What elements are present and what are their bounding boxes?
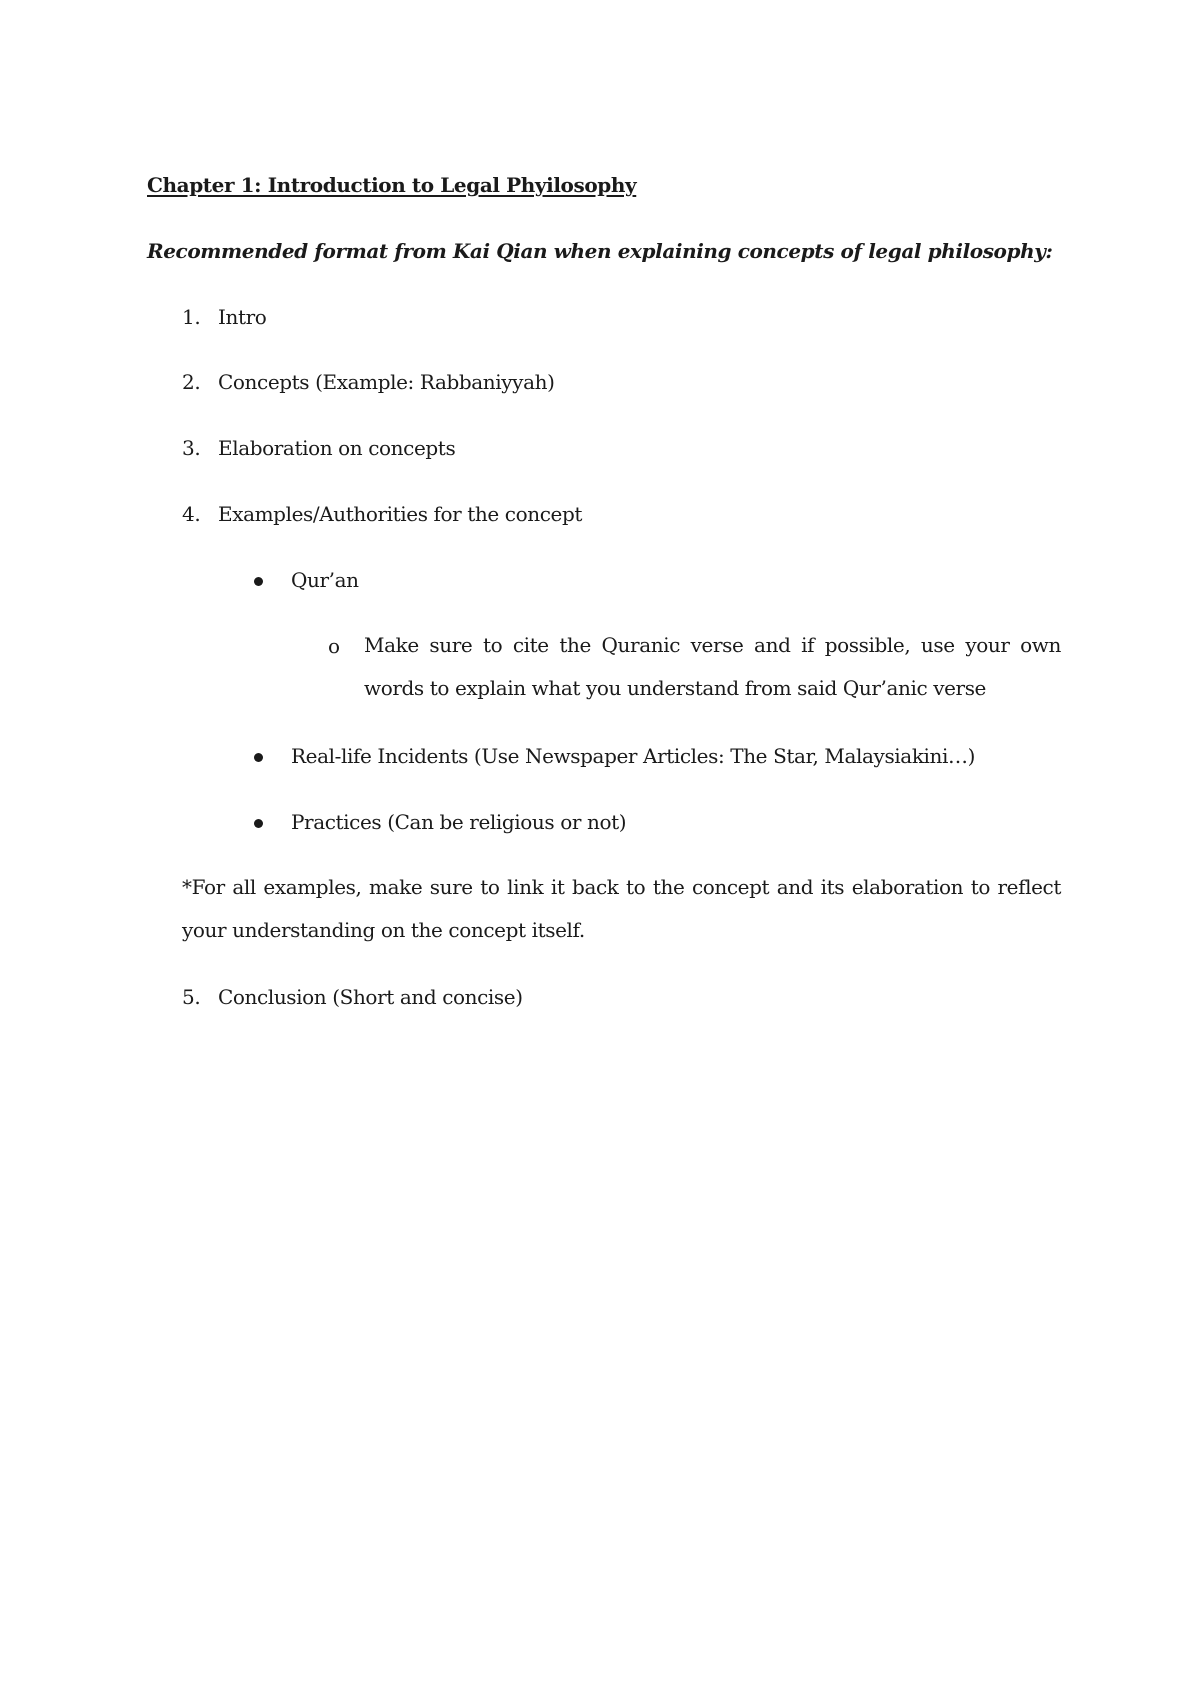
note-line: your understanding on the concept itself. [182,918,585,942]
bullet-icon [254,577,263,586]
note-line: *For all examples, make sure to link it back to the concept and its elaboration to reflect [182,875,1061,899]
step-text: Concepts (Example: Rabbaniyyah) [218,370,555,394]
bullet-icon [254,819,263,828]
bullet-text: Qur’an [291,568,359,592]
sub-bullet-icon: o [328,634,341,658]
bullet-icon [254,753,263,762]
step-number: 3. [182,436,201,460]
step-text: Conclusion (Short and concise) [218,985,523,1009]
step-number: 4. [182,502,201,526]
sub-bullet-line: words to explain what you understand from said Qur’anic verse [364,676,986,700]
step-text: Examples/Authorities for the concept [218,502,583,526]
bullet-text: Real-life Incidents (Use Newspaper Articles: The Star, Malaysiakini…) [291,744,976,768]
step-text: Intro [218,305,267,329]
step-text: Elaboration on concepts [218,436,456,460]
step-number: 2. [182,370,201,394]
step-number: 5. [182,985,201,1009]
step-number: 1. [182,305,201,329]
chapter-heading: Chapter 1: Introduction to Legal Phyilosophy [147,173,637,197]
examples-note [182,866,1061,952]
sub-bullet-text [364,624,1061,710]
format-subheading: Recommended format from Kai Qian when explaining concepts of legal philosophy: [147,239,1053,263]
sub-bullet-line: Make sure to cite the Quranic verse and if possible, use your own [364,633,1061,657]
bullet-text: Practices (Can be religious or not) [291,810,627,834]
